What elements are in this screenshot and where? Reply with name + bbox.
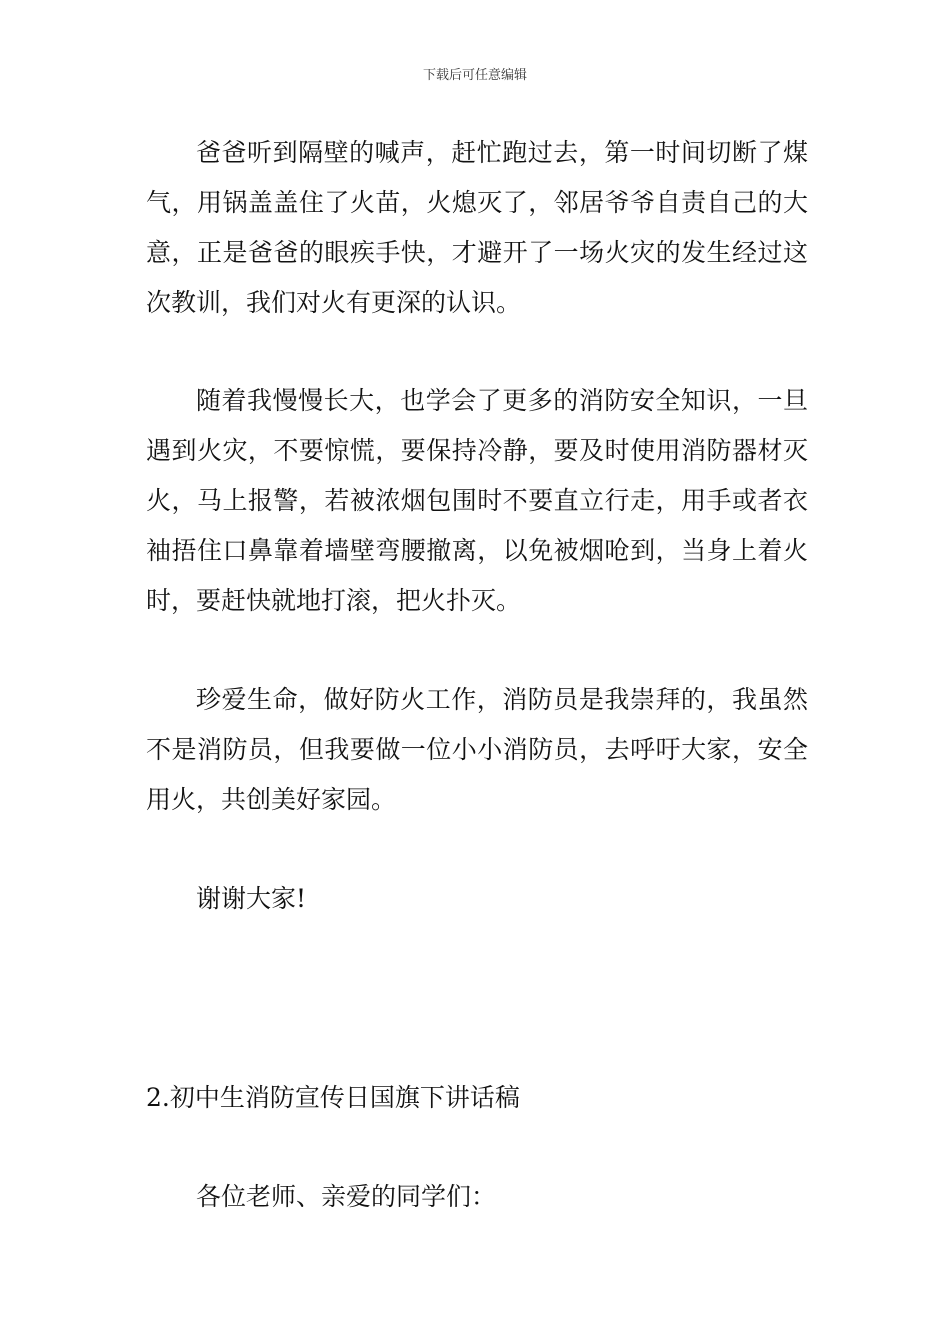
paragraph-greeting: 各位老师、亲爱的同学们：	[196, 1182, 497, 1211]
paragraph-fire-incident: 爸爸听到隔壁的喊声，赶忙跑过去，第一时间切断了煤气，用锅盖盖住了火苗，火熄灭了，邻居爷爷自责自己的大意，正是爸爸的眼疾手快，才避开了一场火灾的发生经过这次教训，我们对火有更深的认识。	[146, 138, 808, 317]
document-body	[146, 128, 808, 1222]
section-heading: 2.初中生消防宣传日国旗下讲话稿	[146, 1083, 520, 1112]
paragraph-thanks: 谢谢大家!	[196, 884, 307, 913]
paragraph-safety-knowledge: 随着我慢慢长大，也学会了更多的消防安全知识，一旦遇到火灾，不要惊慌，要保持冷静，要及时使用消防器材灭火，马上报警，若被浓烟包围时不要直立行走，用手或者衣袖捂住口鼻靠着墙壁弯腰撤离，以免被烟呛到，当身上着火时，要赶快就地打滚，把火扑灭。	[146, 386, 808, 615]
paragraph-cherish-life: 珍爱生命，做好防火工作，消防员是我崇拜的，我虽然不是消防员，但我要做一位小小消防员，去呼吁大家，安全用火，共创美好家园。	[146, 685, 808, 814]
page-header: 下载后可任意编辑	[422, 68, 527, 83]
